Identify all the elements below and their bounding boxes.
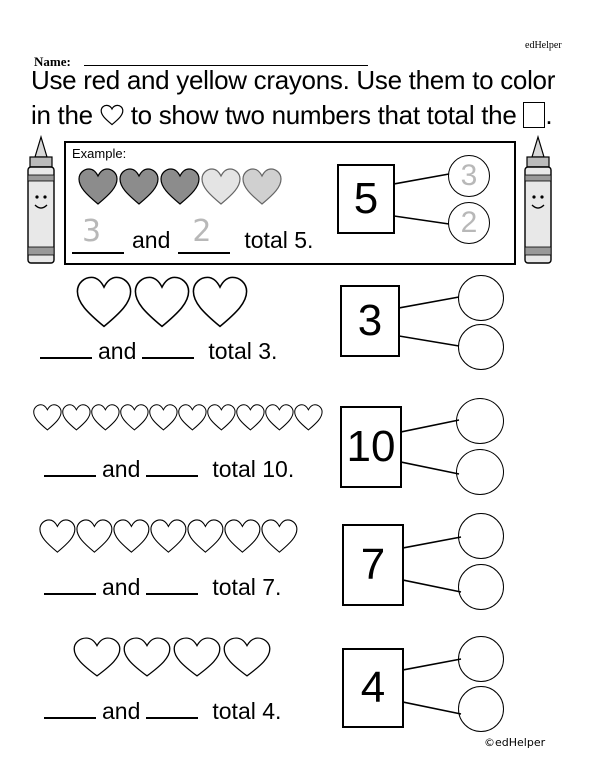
heart-outline — [237, 405, 264, 430]
heart-outline — [193, 277, 246, 326]
problem-1-answer-row: and total 3. — [40, 338, 277, 365]
heart-outline — [92, 405, 119, 430]
problem-3-hearts[interactable] — [38, 518, 338, 554]
example-heart-light — [243, 169, 281, 204]
heart-outline — [63, 405, 90, 430]
problem-1-circle-top[interactable] — [458, 275, 504, 321]
answer-blank-b[interactable] — [146, 717, 198, 719]
crayon-left-icon — [22, 135, 60, 269]
problem-1-total-box: 3 — [340, 285, 400, 357]
example-heart-light — [202, 169, 240, 204]
box-icon — [523, 102, 545, 128]
example-hearts — [78, 168, 288, 208]
example-total-box: 5 — [337, 164, 395, 234]
problem-3-answer-row: and total 7. — [44, 574, 281, 601]
heart-outline — [151, 520, 186, 552]
heart-outline — [150, 405, 177, 430]
example-heart-colored — [79, 169, 117, 204]
problem-2-circle-bottom[interactable] — [456, 449, 504, 495]
heart-outline — [266, 405, 293, 430]
heart-outline — [224, 638, 270, 676]
example-answer-b: 2 — [192, 214, 212, 249]
problem-2-answer-row: and total 10. — [44, 456, 294, 483]
heart-outline — [135, 277, 188, 326]
brand-label: edHelper — [525, 40, 562, 51]
heart-outline — [208, 405, 235, 430]
answer-blank-a[interactable] — [44, 593, 96, 595]
heart-outline — [34, 405, 61, 430]
heart-outline — [188, 520, 223, 552]
example-circle-bottom: 2 — [448, 202, 490, 244]
problem-1-circle-bottom[interactable] — [458, 324, 504, 370]
problem-1-hearts[interactable] — [74, 274, 254, 330]
example-connector-lines — [394, 170, 450, 230]
problem-4-connector-lines — [403, 654, 463, 720]
problem-3-circle-top[interactable] — [458, 513, 504, 559]
problem-2-connector-lines — [401, 414, 461, 480]
problem-2-hearts[interactable] — [32, 403, 332, 433]
problem-3-total-box: 7 — [342, 524, 404, 606]
heart-outline — [40, 520, 75, 552]
example-label: Example: — [72, 146, 127, 161]
heart-outline — [124, 638, 170, 676]
example-heart-colored — [161, 169, 199, 204]
heart-outline — [121, 405, 148, 430]
answer-blank-b[interactable] — [146, 593, 198, 595]
example-circle-top: 3 — [448, 155, 490, 197]
heart-outline — [174, 638, 220, 676]
heart-icon — [100, 104, 124, 126]
problem-4-total-box: 4 — [342, 648, 404, 728]
problem-2-total-box: 10 — [340, 406, 402, 488]
problem-4-answer-row: and total 4. — [44, 698, 281, 725]
problem-2-circle-top[interactable] — [456, 398, 504, 444]
heart-outline — [262, 520, 297, 552]
problem-4-circle-top[interactable] — [458, 636, 504, 682]
heart-outline — [295, 405, 322, 430]
answer-blank-a[interactable] — [44, 475, 96, 477]
problem-1-connector-lines — [399, 292, 461, 352]
problem-4-circle-bottom[interactable] — [458, 686, 504, 732]
example-heart-colored — [120, 169, 158, 204]
crayon-right-icon — [519, 135, 557, 269]
heart-outline — [77, 520, 112, 552]
instruction-line-2: in the to show two numbers that total the . — [31, 100, 553, 130]
example-answer-a: 3 — [82, 214, 102, 249]
heart-outline — [114, 520, 149, 552]
heart-outline — [225, 520, 260, 552]
answer-blank-b[interactable] — [146, 475, 198, 477]
problem-3-circle-bottom[interactable] — [458, 564, 504, 610]
copyright-label: ©edHelper — [484, 736, 546, 749]
problem-4-hearts[interactable] — [72, 636, 276, 678]
heart-outline — [179, 405, 206, 430]
problem-3-connector-lines — [403, 532, 463, 598]
heart-outline — [74, 638, 120, 676]
answer-blank-a[interactable] — [40, 357, 92, 359]
instruction-line-1: Use red and yellow crayons. Use them to color — [31, 65, 556, 95]
answer-blank-a[interactable] — [44, 717, 96, 719]
name-label: Name: — [34, 54, 71, 69]
answer-blank-b[interactable] — [142, 357, 194, 359]
example-answer-row: 3 and 2 total 5. — [72, 222, 313, 258]
heart-outline — [77, 277, 130, 326]
